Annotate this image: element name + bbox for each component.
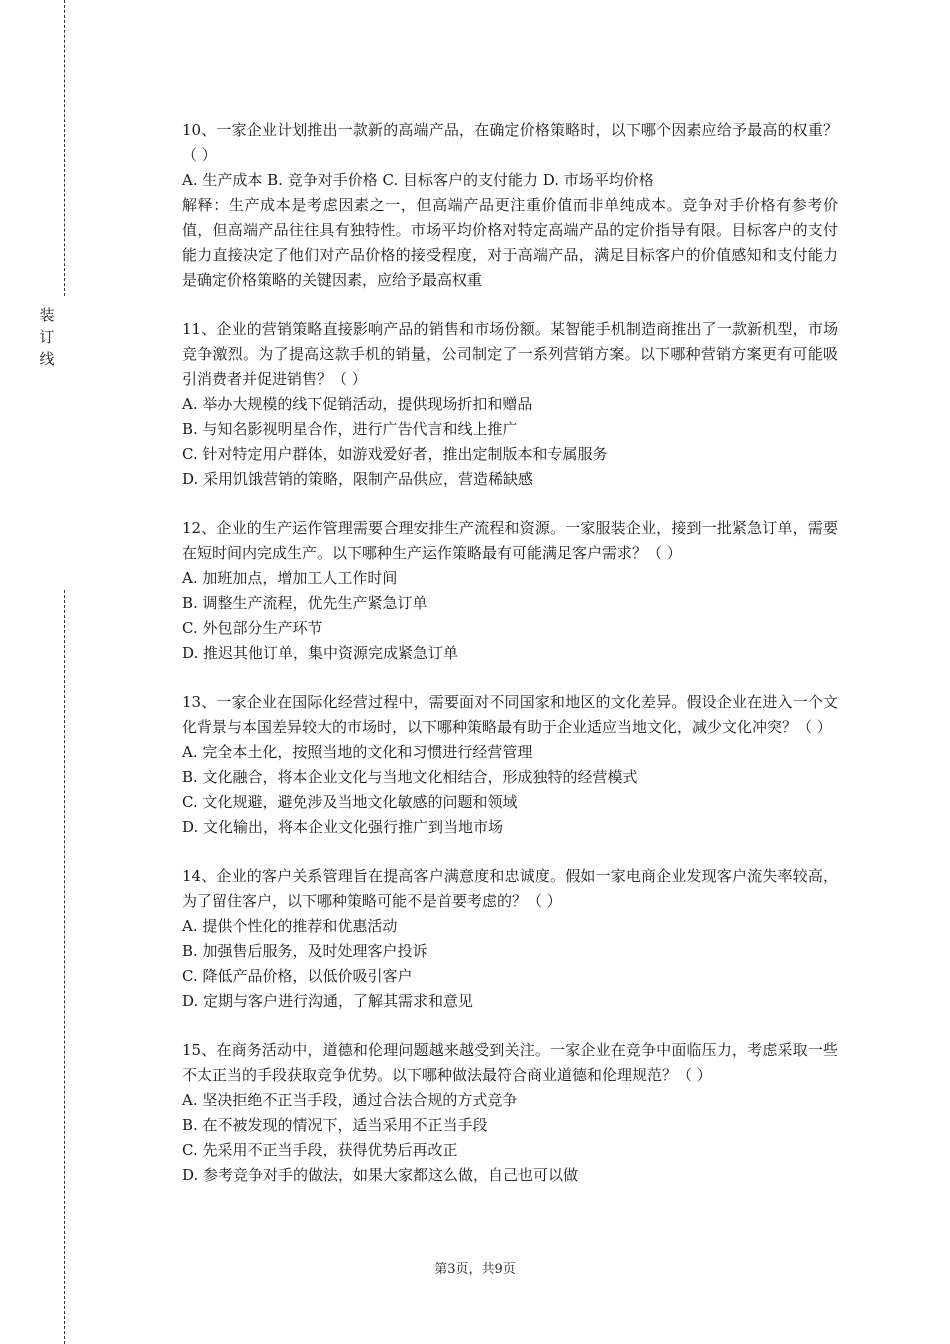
option-c: C. 针对特定用户群体，如游戏爱好者，推出定制版本和专属服务 [182, 445, 608, 463]
question-13 [182, 690, 838, 840]
question-options-inline: A. 生产成本 B. 竞争对手价格 C. 目标客户的支付能力 D. 市场平均价格 [182, 171, 654, 189]
option-a: A. 加班加点，增加工人工作时间 [182, 569, 398, 587]
question-11 [182, 317, 838, 492]
option-b: B. 在不被发现的情况下，适当采用不正当手段 [182, 1116, 488, 1134]
option-d: D. 文化输出，将本企业文化强行推广到当地市场 [182, 818, 504, 836]
question-stem: 12、企业的生产运作管理需要合理安排生产流程和资源。一家服装企业，接到一批紧急订单，需要在短时间内完成生产。以下哪种生产运作策略最有可能满足客户需求？（ ） [182, 519, 838, 562]
question-14 [182, 864, 838, 1014]
option-d: D. 参考竞争对手的做法，如果大家都这么做，自己也可以做 [182, 1166, 579, 1184]
option-c: C. 降低产品价格，以低价吸引客户 [182, 967, 413, 985]
option-b: B. 加强售后服务，及时处理客户投诉 [182, 942, 428, 960]
option-d: D. 采用饥饿营销的策略，限制产品供应，营造稀缺感 [182, 470, 534, 488]
question-stem: 13、一家企业在国际化经营过程中，需要面对不同国家和地区的文化差异。假设企业在进入一个文化背景与本国差异较大的市场时，以下哪种策略最有助于企业适应当地文化，减少文化冲突？（ ） [182, 693, 838, 736]
question-15 [182, 1038, 838, 1188]
binding-line-bottom [64, 590, 65, 1344]
option-b: B. 文化融合，将本企业文化与当地文化相结合，形成独特的经营模式 [182, 768, 638, 786]
option-a: A. 坚决拒绝不正当手段，通过合法合规的方式竞争 [182, 1091, 518, 1109]
binding-label [38, 304, 56, 370]
binding-label-char: 线 [39, 350, 55, 368]
question-explanation: 解释：生产成本是考虑因素之一，但高端产品更注重价值而非单纯成本。竞争对手价格有参考价值，但高端产品往往具有独特性。市场平均价格对特定高端产品的定价指导有限。目标客户的支付能力直接决定了他们对产品价格的接受程度，对于高端产品，满足目标客户的价值感知和支付能力是确定价格策略的关键因素，应给予最高权重 [182, 196, 838, 289]
option-d: D. 定期与客户进行沟通，了解其需求和意见 [182, 992, 474, 1010]
option-b: B. 调整生产流程，优先生产紧急订单 [182, 594, 428, 612]
option-a: A. 提供个性化的推荐和优惠活动 [182, 917, 398, 935]
binding-line-top [64, 0, 65, 296]
option-b: B. 与知名影视明星合作，进行广告代言和线上推广 [182, 420, 518, 438]
binding-label-char: 订 [39, 328, 55, 346]
question-stem: 10、一家企业计划推出一款新的高端产品，在确定价格策略时，以下哪个因素应给予最高的权重？（ ） [182, 121, 838, 164]
option-c: C. 外包部分生产环节 [182, 619, 323, 637]
question-10 [182, 118, 838, 293]
question-stem: 11、企业的营销策略直接影响产品的销售和市场份额。某智能手机制造商推出了一款新机型，市场竞争激烈。为了提高这款手机的销量，公司制定了一系列营销方案。以下哪种营销方案更有可能吸引消费者并促进销售？（ ） [182, 320, 838, 388]
option-c: C. 先采用不正当手段，获得优势后再改正 [182, 1141, 458, 1159]
question-list [182, 118, 838, 1212]
question-stem: 15、在商务活动中，道德和伦理问题越来越受到关注。一家企业在竞争中面临压力，考虑采取一些不太正当的手段获取竞争优势。以下哪种做法最符合商业道德和伦理规范？（ ） [182, 1041, 838, 1084]
binding-label-char: 装 [39, 306, 55, 324]
option-a: A. 举办大规模的线下促销活动，提供现场折扣和赠品 [182, 395, 533, 413]
question-stem: 14、企业的客户关系管理旨在提高客户满意度和忠诚度。假如一家电商企业发现客户流失率较高，为了留住客户，以下哪种策略可能不是首要考虑的？（ ） [182, 867, 838, 910]
option-d: D. 推迟其他订单，集中资源完成紧急订单 [182, 644, 459, 662]
option-a: A. 完全本土化，按照当地的文化和习惯进行经营管理 [182, 743, 533, 761]
question-12 [182, 516, 838, 666]
page-number: 第3页，共9页 [434, 1262, 516, 1277]
option-c: C. 文化规避，避免涉及当地文化敏感的问题和领域 [182, 793, 518, 811]
